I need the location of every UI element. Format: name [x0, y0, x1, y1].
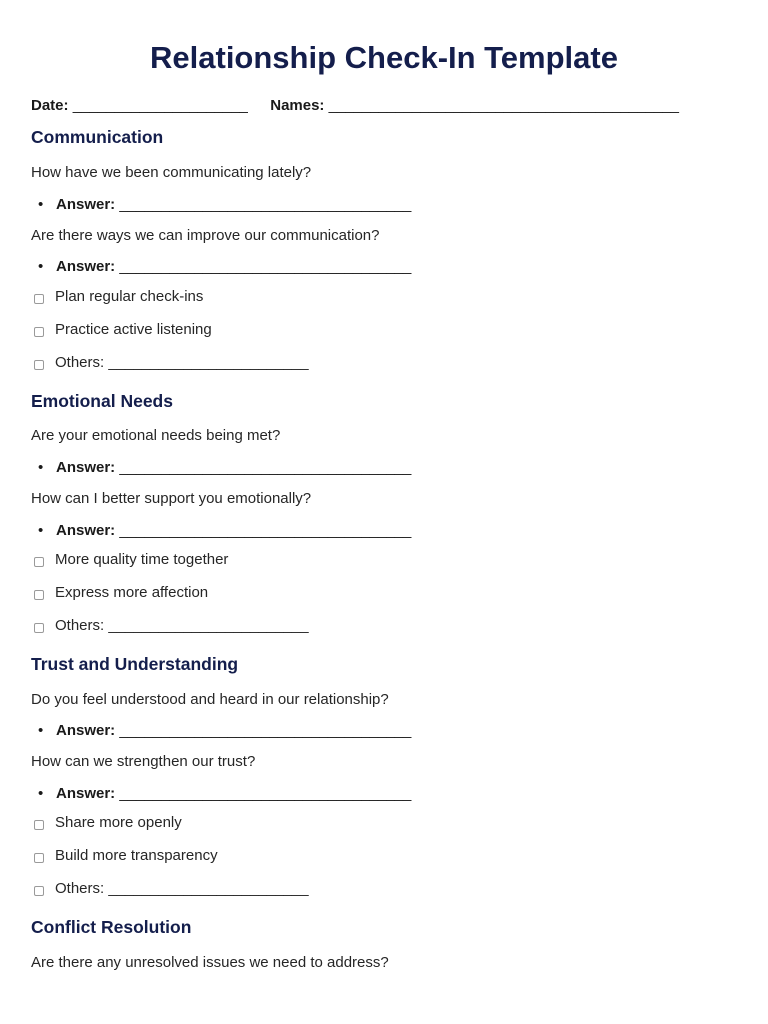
option-label: Express more affection: [55, 584, 209, 601]
others-blank[interactable]: ________________________: [108, 880, 309, 897]
checkbox-option-others[interactable]: [31, 616, 309, 636]
section-emotional-needs: [31, 390, 737, 634]
meta-row: [31, 96, 737, 116]
checkbox-icon[interactable]: [34, 623, 44, 633]
others-blank[interactable]: ________________________: [108, 354, 309, 371]
checkbox-option-others[interactable]: [31, 879, 309, 899]
others-label: Others:: [55, 880, 105, 897]
option-label: Share more openly: [55, 814, 182, 831]
answer-blank[interactable]: ___________________________________: [119, 522, 412, 539]
answer-line[interactable]: [31, 721, 411, 741]
checkbox-icon[interactable]: [34, 820, 44, 830]
answer-blank[interactable]: ___________________________________: [119, 258, 412, 275]
others-label: Others:: [55, 354, 105, 371]
section-title: Trust and Understanding: [31, 654, 239, 674]
question-text: How have we been communicating lately?: [31, 164, 312, 181]
answer-label: Answer:: [56, 196, 116, 213]
question-text: Are there ways we can improve our communication?: [31, 227, 380, 244]
answer-label: Answer:: [56, 459, 116, 476]
section-title: Emotional Needs: [31, 391, 173, 411]
bullet-icon: •: [38, 196, 44, 213]
answer-line[interactable]: [31, 784, 411, 804]
option-label: Practice active listening: [55, 321, 212, 338]
question-text: How can I better support you emotionally?: [31, 490, 312, 507]
answer-line[interactable]: [31, 195, 411, 215]
answer-line[interactable]: [31, 521, 411, 541]
section-conflict-resolution: [31, 916, 737, 971]
bullet-icon: •: [38, 722, 44, 739]
answer-blank[interactable]: ___________________________________: [119, 722, 412, 739]
checkbox-option[interactable]: [31, 583, 208, 603]
checkbox-icon[interactable]: [34, 886, 44, 896]
others-label: Others:: [55, 617, 105, 634]
answer-label: Answer:: [56, 785, 116, 802]
checkbox-option[interactable]: [31, 287, 203, 307]
bullet-icon: •: [38, 459, 44, 476]
option-label: Plan regular check-ins: [55, 288, 204, 305]
bullet-icon: •: [38, 522, 44, 539]
question-text: Are your emotional needs being met?: [31, 427, 281, 444]
checkbox-icon[interactable]: [34, 360, 44, 370]
checkbox-option[interactable]: [31, 813, 182, 833]
answer-line[interactable]: [31, 458, 411, 478]
bullet-icon: •: [38, 785, 44, 802]
checkbox-icon[interactable]: [34, 557, 44, 567]
question-text: Are there any unresolved issues we need to address?: [31, 954, 389, 971]
question-text: How can we strengthen our trust?: [31, 753, 256, 770]
answer-label: Answer:: [56, 722, 116, 739]
section-trust-understanding: [31, 653, 737, 897]
question-text: Do you feel understood and heard in our relationship?: [31, 691, 389, 708]
section-communication: [31, 126, 737, 371]
checkbox-icon[interactable]: [34, 294, 44, 304]
others-blank[interactable]: ________________________: [108, 617, 309, 634]
answer-blank[interactable]: ___________________________________: [119, 785, 412, 802]
section-title: Conflict Resolution: [31, 917, 192, 937]
page-title: Relationship Check-In Template: [150, 40, 618, 75]
names-label: Names:: [270, 97, 325, 114]
checkbox-option-others[interactable]: [31, 353, 309, 373]
answer-blank[interactable]: ___________________________________: [119, 459, 412, 476]
names-field[interactable]: __________________________________________: [328, 97, 679, 114]
checkbox-icon[interactable]: [34, 853, 44, 863]
date-field[interactable]: _____________________: [72, 97, 248, 114]
answer-label: Answer:: [56, 522, 116, 539]
checkbox-icon[interactable]: [34, 590, 44, 600]
answer-label: Answer:: [56, 258, 116, 275]
section-title: Communication: [31, 127, 164, 147]
checkbox-option[interactable]: [31, 846, 218, 866]
checkbox-option[interactable]: [31, 550, 228, 570]
option-label: Build more transparency: [55, 847, 218, 864]
answer-line[interactable]: [31, 257, 411, 277]
date-label: Date:: [31, 97, 69, 114]
checkbox-option[interactable]: [31, 320, 212, 340]
bullet-icon: •: [38, 258, 44, 275]
option-label: More quality time together: [55, 551, 229, 568]
answer-blank[interactable]: ___________________________________: [119, 196, 412, 213]
checkbox-icon[interactable]: [34, 327, 44, 337]
